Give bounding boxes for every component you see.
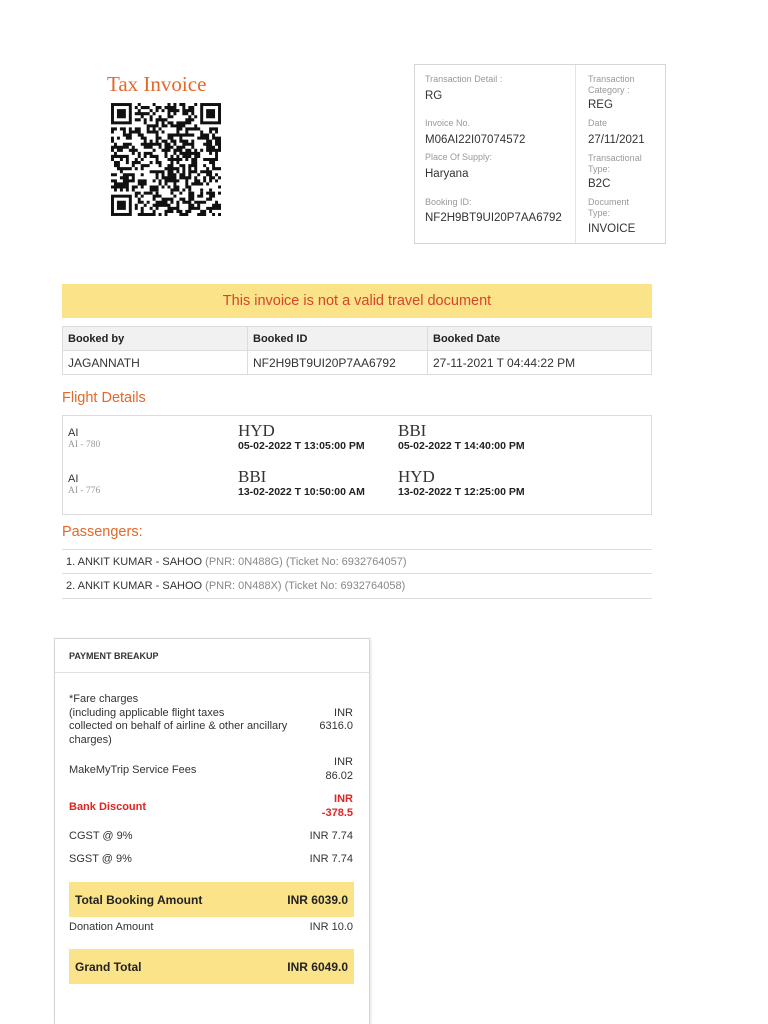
column-divider: [247, 327, 248, 374]
service-fee-label: MakeMyTrip Service Fees: [69, 764, 197, 776]
sgst-amount: INR 7.74: [309, 853, 353, 865]
total-booking-label: Total Booking Amount: [75, 893, 203, 907]
flight-arrival-time: 13-02-2022 T 12:25:00 PM: [398, 486, 525, 498]
qr-code-image: [111, 103, 221, 216]
invoice-title: Tax Invoice: [107, 72, 207, 96]
transaction-details-box: [414, 64, 666, 244]
passenger-ticket-info: (PNR: 0N488X) (Ticket No: 6932764058): [202, 580, 406, 592]
place-of-supply-label: Place Of Supply:: [425, 152, 493, 162]
date-label: Date: [588, 118, 608, 128]
service-fee-amount: 86.02: [325, 769, 353, 782]
booking-table-header: [63, 327, 651, 351]
flight-origin: HYD: [238, 421, 275, 440]
flight-arrival-time: 05-02-2022 T 14:40:00 PM: [398, 440, 525, 452]
qr-finder-pattern: [112, 196, 130, 214]
flight-number: AI - 780: [68, 440, 101, 450]
passenger-ticket-info: (PNR: 0N488G) (Ticket No: 6932764057): [202, 556, 407, 568]
flight-destination: HYD: [398, 467, 435, 486]
flight-airline: AI: [68, 427, 79, 439]
total-booking-row: [69, 882, 354, 917]
total-booking-amount: INR 6039.0: [287, 893, 348, 907]
transaction-detail-label: Transaction Detail :: [425, 74, 503, 84]
flight-departure-time: 05-02-2022 T 13:05:00 PM: [238, 440, 365, 452]
fare-charges-note: charges): [69, 733, 112, 746]
grand-total-row: [69, 949, 354, 984]
passenger-row: [62, 574, 652, 599]
passenger-name: 1. ANKIT KUMAR - SAHOO: [66, 556, 203, 568]
flight-details-title: Flight Details: [62, 390, 146, 406]
booked-id-header: Booked ID: [253, 333, 308, 345]
flight-origin: BBI: [238, 467, 267, 486]
column-divider: [427, 327, 428, 374]
fare-charges-currency: INR: [334, 706, 353, 719]
invoice-no-label: Invoice No.: [425, 118, 471, 128]
qr-finder-pattern: [202, 105, 220, 123]
booked-date-header: Booked Date: [433, 333, 501, 345]
booked-by-value: JAGANNATH: [68, 356, 140, 370]
fare-charges-note: (including applicable flight taxes: [69, 706, 225, 719]
transaction-category-label-1: Transaction: [588, 74, 635, 84]
transactional-type-label-2: Type:: [588, 164, 611, 174]
qr-finder-pattern: [112, 105, 130, 123]
booked-by-header: Booked by: [68, 333, 125, 345]
sgst-label: SGST @ 9%: [69, 853, 132, 865]
flight-airline: AI: [68, 473, 79, 485]
transactional-type-value: B2C: [588, 178, 611, 190]
service-fee-currency: INR: [334, 756, 353, 768]
document-type-value: INVOICE: [588, 223, 636, 235]
booking-id-label: Booking ID:: [425, 197, 472, 207]
date-value: 27/11/2021: [588, 134, 645, 146]
payment-breakup-card: [54, 638, 370, 1024]
flight-departure-time: 13-02-2022 T 10:50:00 AM: [238, 486, 365, 498]
flight-number: AI - 776: [68, 486, 101, 496]
transactional-type-label-1: Transactional: [588, 153, 642, 163]
bank-discount-currency: INR: [334, 793, 353, 805]
booked-id-value: NF2H9BT9UI20P7AA6792: [253, 356, 396, 370]
cgst-amount: INR 7.74: [309, 830, 353, 842]
transaction-category-value: REG: [588, 99, 613, 111]
cgst-label: CGST @ 9%: [69, 830, 133, 842]
passenger-name: 2. ANKIT KUMAR - SAHOO: [66, 580, 203, 592]
grand-total-label: Grand Total: [75, 960, 142, 974]
flight-details-box: [62, 415, 652, 515]
passenger-row: [62, 550, 652, 574]
invalid-document-banner: This invoice is not a valid travel document: [62, 284, 652, 318]
passengers-title: Passengers:: [62, 524, 143, 540]
transaction-category-label-2: Category :: [588, 85, 630, 95]
invoice-no-value: M06AI22I07074572: [425, 134, 526, 146]
fare-charges-label: *Fare charges: [69, 693, 139, 705]
grand-total-amount: INR 6049.0: [287, 960, 348, 974]
document-type-label-2: Type:: [588, 208, 611, 218]
payment-breakup-header: PAYMENT BREAKUP: [55, 639, 369, 673]
place-of-supply-value: Haryana: [425, 168, 469, 180]
transaction-detail-value: RG: [425, 90, 443, 102]
bank-discount-amount: -378.5: [321, 806, 353, 819]
document-type-label-1: Document: [588, 197, 630, 207]
booked-date-value: 27-11-2021 T 04:44:22 PM: [433, 356, 576, 370]
bank-discount-label: Bank Discount: [69, 801, 147, 813]
booking-id-value: NF2H9BT9UI20P7AA6792: [425, 212, 562, 224]
flight-destination: BBI: [398, 421, 427, 440]
donation-label: Donation Amount: [69, 921, 154, 933]
donation-amount: INR 10.0: [309, 921, 353, 933]
fare-charges-amount: 6316.0: [319, 720, 353, 732]
fare-charges-note: collected on behalf of airline & other ancillary: [69, 720, 288, 732]
booking-info-table: [62, 326, 652, 375]
